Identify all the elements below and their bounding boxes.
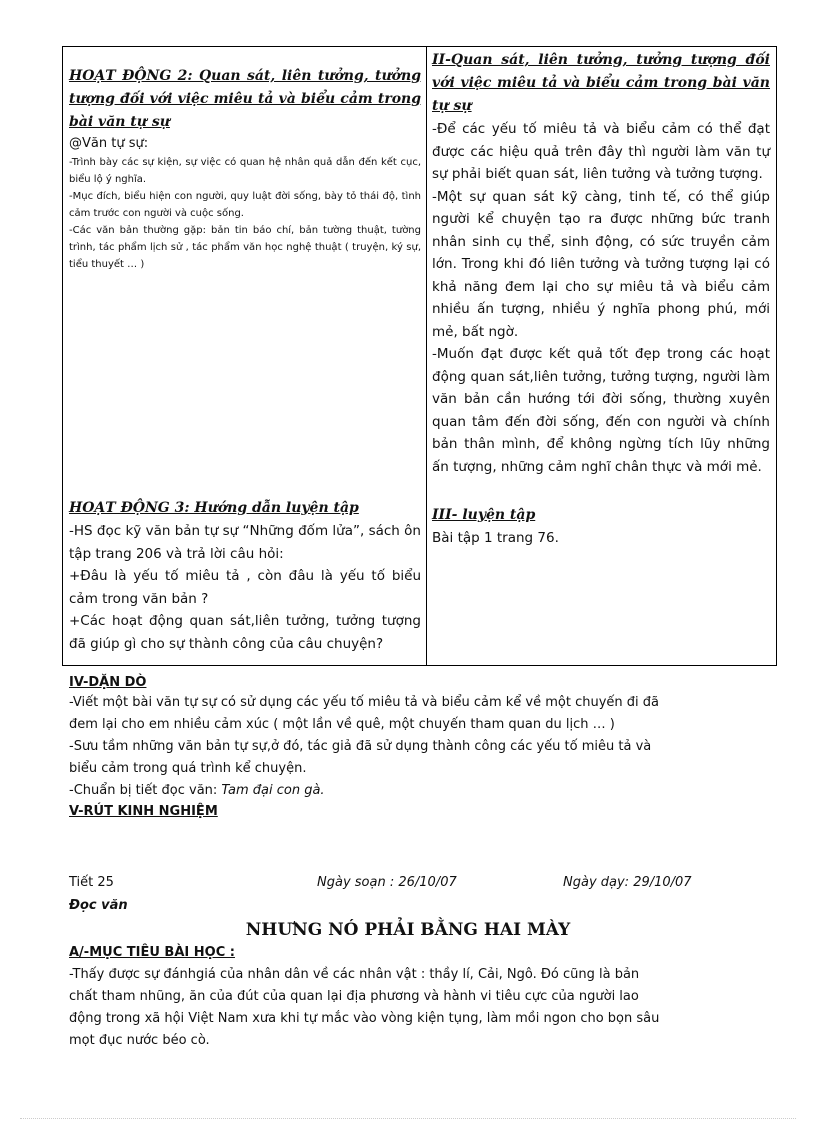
goals-title: A/-MỤC TIÊU BÀI HỌC : — [69, 945, 235, 960]
activity-3-title: HOẠT ĐỘNG 3: Hướng dẫn luyện tập — [69, 500, 359, 516]
activity-2-title: HOẠT ĐỘNG 2: Quan sát, liên tưởng, tưởng tượng đối với việc miêu tả và biểu cảm trong bài văn tự sự — [69, 68, 421, 130]
homework-line: biểu cảm trong quá trình kể chuyện. — [69, 761, 307, 776]
section-2-paragraph: -Để các yếu tố miêu tả và biểu cảm có thể đạt được các hiệu quả trên đây thì người làm văn tự sự phải biết quan sát, liên tưởng và tưởng tượng. — [432, 121, 770, 182]
right-column — [432, 49, 770, 478]
lesson-period: Tiết 25 — [69, 875, 114, 890]
goals-line: mọt đục nước béo cò. — [69, 1033, 210, 1048]
narrative-point: -Mục đích, biểu hiện con người, quy luật đời sống, bày tỏ thái độ, tình cảm trước con người và cuộc sống. — [69, 191, 421, 219]
lesson-teach-date: Ngày dạy: 29/10/07 — [563, 875, 692, 890]
left-column — [69, 65, 421, 273]
activity-3-line: +Các hoạt động quan sát,liên tưởng, tưởng tượng đã giúp gì cho sự thành công của câu chuyện? — [69, 613, 421, 652]
lesson-table — [62, 46, 777, 666]
activity-3-line: -HS đọc kỹ văn bản tự sự “Những đốm lửa”, sách ôn tập trang 206 và trả lời câu hỏi: — [69, 523, 421, 562]
homework-title: IV-DẶN DÒ — [69, 675, 147, 690]
narrative-label: @Văn tự sự: — [69, 136, 149, 151]
homework-prep-title: Tam đại con gà. — [221, 783, 325, 798]
goals-line: -Thấy được sự đánhgiá của nhân dân về các nhân vật : thầy lí, Cải, Ngô. Đó cũng là bản — [69, 967, 640, 982]
section-3-block — [432, 504, 770, 550]
lesson-prep-date: Ngày soạn : 26/10/07 — [317, 875, 457, 890]
activity-3-block — [69, 497, 421, 655]
section-2-paragraph: -Muốn đạt được kết quả tốt đẹp trong các hoạt động quan sát,liên tưởng, tưởng tượng, người làm văn bản cần hướng tới đời sống, thường xuyên quan tâm đến đời sống, đến con người và chính bản thân mình, để không ngừng tích lũy những ấn tượng, những cảm nghĩ chân thực và mới mẻ. — [432, 346, 770, 475]
section-3-title: III- luyện tập — [432, 507, 536, 523]
experience-title: V-RÚT KINH NGHIỆM — [69, 804, 218, 819]
goals-body — [69, 964, 784, 1052]
section-2-title: II-Quan sát, liên tưởng, tưởng tượng đối với việc miêu tả và biểu cảm trong bài văn tự sự — [432, 52, 770, 114]
lesson-title: NHƯNG NÓ PHẢI BẰNG HAI MÀY — [245, 920, 571, 940]
column-divider — [426, 47, 427, 665]
narrative-point: -Các văn bản thường gặp: bản tin báo chí, bản tường thuật, tường trình, tác phẩm lịch sử , tác phẩm văn học nghệ thuật ( truyện, ký sự, tiểu thuyết … ) — [69, 225, 421, 270]
homework-line: -Viết một bài văn tự sự có sử dụng các yếu tố miêu tả và biểu cảm kể về một chuyến đi đã — [69, 695, 659, 710]
activity-3-line: +Đâu là yếu tố miêu tả , còn đâu là yếu tố biểu cảm trong văn bản ? — [69, 568, 421, 607]
homework-body — [69, 692, 769, 802]
homework-prep — [69, 780, 769, 802]
page-bottom-rule — [20, 1118, 796, 1119]
section-3-text: Bài tập 1 trang 76. — [432, 530, 559, 546]
narrative-point: -Trình bày các sự kiện, sự việc có quan hệ nhân quả dẫn đến kết cục, biểu lộ ý nghĩa. — [69, 157, 421, 185]
homework-line: đem lại cho em nhiều cảm xúc ( một lần về quê, một chuyến tham quan du lịch … ) — [69, 717, 615, 732]
lesson-subject: Đọc văn — [69, 898, 128, 913]
goals-line: chất tham nhũng, ăn của đút của quan lại địa phương và hành vi tiêu cực của người lao — [69, 989, 639, 1004]
homework-line: -Sưu tầm những văn bản tự sự,ở đó, tác giả đã sử dụng thành công các yếu tố miêu tả và — [69, 739, 652, 754]
homework-prep-prefix: -Chuẩn bị tiết đọc văn: — [69, 783, 222, 798]
goals-line: động trong xã hội Việt Nam xưa khi tự mắc vào vòng kiện tụng, làm mồi ngon cho bọn sâu — [69, 1011, 660, 1026]
section-2-paragraph: -Một sự quan sát kỹ càng, tinh tế, có thể giúp người kể chuyện tạo ra được những bức tranh nhân sinh cụ thể, sinh động, có sức truyền cảm lớn. Trong khi đó liên tưởng và tưởng tượng lại có khả năng đem lại cho sự miêu tả và biểu cảm nhiều ấn tượng, nhiều ý nghĩa phong phú, mới mẻ, bất ngờ. — [432, 188, 770, 340]
